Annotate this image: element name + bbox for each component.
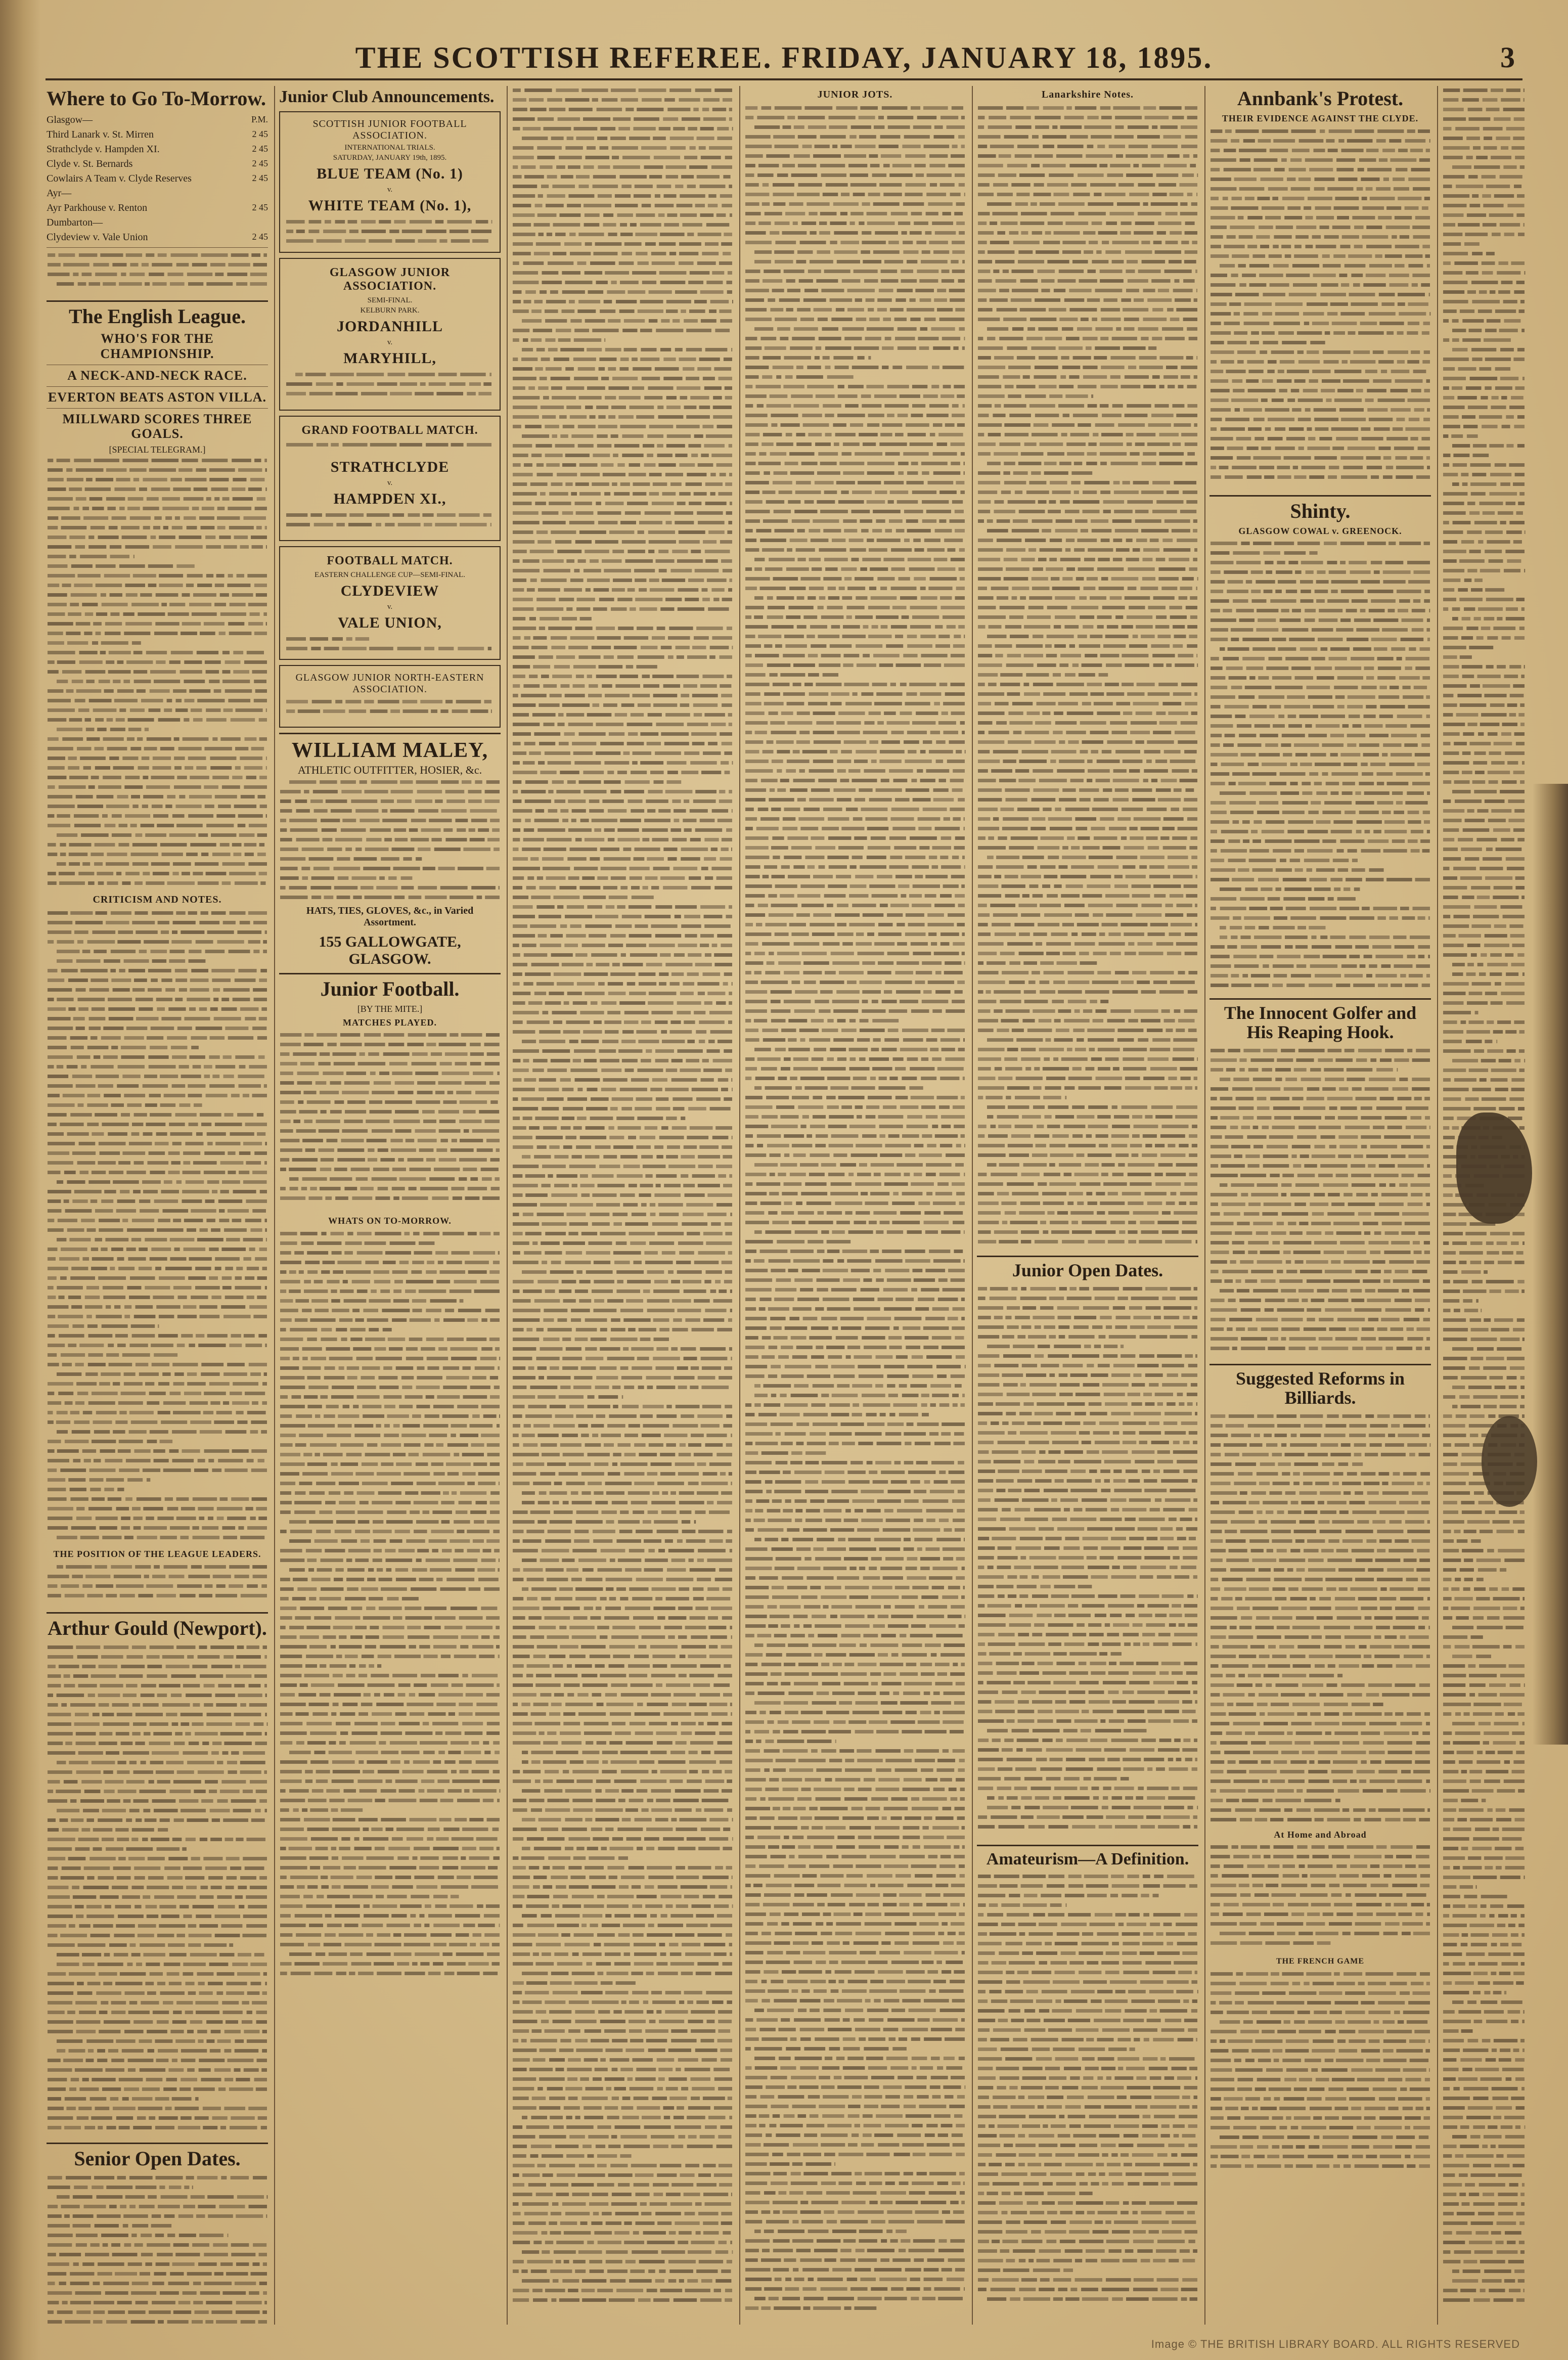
column-divider <box>274 86 275 2325</box>
section-heading: Annbank's Protest. <box>1237 87 1404 110</box>
fixture-match: Third Lanark v. St. Mirren <box>47 129 154 140</box>
article-body <box>47 909 268 1546</box>
fixture-time: 2 45 <box>252 144 268 154</box>
section-heading: Junior Club Announcements. <box>279 87 495 106</box>
versus: v. <box>387 478 393 487</box>
article-body <box>47 251 268 296</box>
sub-heading: At Home and Abroad <box>1274 1829 1367 1840</box>
fixture-row <box>47 201 268 215</box>
sub-heading: MILLWARD SCORES THREE GOALS. <box>62 411 252 441</box>
team-name: MARYHILL, <box>343 349 436 367</box>
fixture-match: Dumbarton— <box>47 217 103 228</box>
text-lines <box>977 1284 1198 1841</box>
column-divider <box>1204 86 1205 2325</box>
sub-heading: MATCHES PLAYED. <box>342 1017 437 1028</box>
announcement-box <box>279 416 501 541</box>
announcement-title: SCOTTISH JUNIOR FOOTBALL ASSOCIATION. <box>312 118 467 141</box>
sub-heading: THE FRENCH GAME <box>1276 1957 1365 1966</box>
sub-heading: CRITICISM AND NOTES. <box>93 894 222 906</box>
team-name: VALE UNION, <box>338 614 442 631</box>
section-heading: Lanarkshire Notes. <box>1041 89 1134 100</box>
masthead-title: THE SCOTTISH REFEREE. FRIDAY, JANUARY 18, 1895. <box>355 41 1213 74</box>
sub-heading: WHATS ON TO-MORROW. <box>328 1216 452 1226</box>
section-heading: Suggested Reforms in Billiards. <box>1236 1368 1405 1408</box>
article-body <box>47 2173 268 2325</box>
section-heading: Arthur Gould (Newport). <box>48 1617 267 1640</box>
team-name: JORDANHILL <box>336 318 443 335</box>
fixture-row <box>47 216 268 230</box>
text-lines <box>47 909 268 1546</box>
fixture-match: Ayr Parkhouse v. Renton <box>47 202 148 213</box>
sub-heading: GLASGOW COWAL v. GREENOCK. <box>1238 525 1402 536</box>
fixture-row <box>47 157 268 171</box>
sub-heading: A NECK-AND-NECK RACE. <box>67 368 247 383</box>
section-heading: The English League. <box>68 305 246 328</box>
text-lines <box>1209 539 1431 994</box>
fixture-match: Glasgow— <box>47 114 93 125</box>
article-body <box>47 456 268 891</box>
text-lines <box>47 456 268 891</box>
versus: v. <box>387 338 393 346</box>
announcement-title: GRAND FOOTBALL MATCH. <box>301 423 478 437</box>
text-lines <box>512 86 733 2311</box>
announcement-title: GLASGOW JUNIOR NORTH-EASTERN ASSOCIATION. <box>295 672 484 695</box>
fixture-match: Cowlairs A Team v. Clyde Reserves <box>47 173 192 184</box>
text-lines <box>1209 127 1431 491</box>
column-divider <box>1437 86 1438 2325</box>
fixture-row <box>47 128 268 142</box>
announcement-sub: SEMI-FINAL. <box>367 296 413 304</box>
page-number: 3 <box>1500 41 1515 74</box>
section-heading: Where to Go To-Morrow. <box>47 87 266 110</box>
text-lines <box>1209 1970 1431 2172</box>
announcement-sub: INTERNATIONAL TRIALS. <box>344 143 435 152</box>
masthead <box>48 35 1520 81</box>
sub-heading: THE POSITION OF THE LEAGUE LEADERS. <box>53 1549 261 1560</box>
column-5 <box>977 86 1198 2325</box>
text-lines <box>279 1229 501 1988</box>
announcement-date: SATURDAY, JANUARY 19th, 1895. <box>333 153 447 162</box>
team-name: STRATHCLYDE <box>330 458 450 475</box>
fixture-row <box>47 113 268 127</box>
text-lines <box>285 511 495 536</box>
fixture-time: 2 45 <box>252 202 268 212</box>
byline: [BY THE MITE.] <box>357 1003 423 1014</box>
text-lines <box>1209 1046 1431 1360</box>
section-heading: JUNIOR JOTS. <box>817 89 893 100</box>
torn-edge-shadow <box>1533 784 1568 1745</box>
team-name: HAMPDEN XI., <box>333 490 446 507</box>
section-heading: Senior Open Dates. <box>74 2147 241 2170</box>
team-name: WHITE TEAM (No. 1), <box>308 197 472 214</box>
column-6 <box>1209 86 1431 2325</box>
fixture-match: Strathclyde v. Hampden XI. <box>47 144 160 155</box>
team-name: CLYDEVIEW <box>340 582 439 599</box>
text-lines <box>47 2173 268 2325</box>
text-lines <box>744 104 966 2319</box>
versus: v. <box>387 602 393 611</box>
column-3 <box>512 86 733 2325</box>
byline: [SPECIAL TELEGRAM.] <box>109 444 206 455</box>
column-divider <box>507 86 508 2325</box>
column-divider <box>972 86 973 2325</box>
fixture-row <box>47 172 268 186</box>
text-lines <box>1442 86 1526 2311</box>
fixture-row <box>47 231 268 244</box>
column-divider <box>739 86 740 2325</box>
sub-heading: EVERTON BEATS ASTON VILLA. <box>48 389 267 405</box>
announcement-box <box>279 258 501 411</box>
text-lines <box>47 1643 268 2139</box>
versus: v. <box>387 185 393 194</box>
text-lines <box>977 104 1198 1252</box>
announcement-title: FOOTBALL MATCH. <box>327 554 453 567</box>
announcement-box <box>279 111 501 253</box>
fixture-time: 2 45 <box>252 173 268 183</box>
section-heading: Shinty. <box>1290 499 1351 522</box>
masthead-rule <box>46 78 1522 80</box>
team-name: BLUE TEAM (No. 1) <box>317 165 463 182</box>
column-2 <box>279 86 501 2325</box>
announcement-title: GLASGOW JUNIOR ASSOCIATION. <box>329 265 451 293</box>
image-credit: Image © THE BRITISH LIBRARY BOARD. ALL RIGHTS RESERVED <box>1151 2338 1520 2350</box>
announcement-venue: KELBURN PARK. <box>360 306 420 315</box>
section-heading: Junior Open Dates. <box>1012 1260 1163 1280</box>
text-lines <box>285 440 495 456</box>
league-table <box>47 1563 268 1608</box>
column-1 <box>47 86 268 2325</box>
text-lines <box>285 370 495 406</box>
fixture-time: 2 45 <box>252 158 268 168</box>
fixture-row <box>47 143 268 156</box>
text-lines <box>279 778 501 904</box>
text-lines <box>285 635 495 655</box>
section-heading: Amateurism—A Definition. <box>986 1849 1189 1868</box>
page-fold-shadow <box>0 0 40 2360</box>
fixtures-list <box>47 113 268 244</box>
text-lines <box>1209 1843 1431 1954</box>
advert-sub: ATHLETIC OUTFITTER, HOSIER, &c. <box>297 763 482 776</box>
fixture-time: 2 45 <box>252 129 268 139</box>
text-lines <box>285 217 495 248</box>
text-lines <box>47 1563 268 1608</box>
text-lines <box>1209 1412 1431 1827</box>
advert-line: HATS, TIES, GLOVES, &c., in Varied Assortment. <box>306 905 474 928</box>
column-4 <box>744 86 966 2325</box>
text-lines <box>977 1872 1198 2307</box>
announcement-box <box>279 546 501 660</box>
sub-heading: THEIR EVIDENCE AGAINST THE CLYDE. <box>1222 113 1419 123</box>
advert-name: WILLIAM MALEY, <box>291 738 488 762</box>
fixture-match: Ayr— <box>47 188 72 199</box>
section-heading: The Innocent Golfer and His Reaping Hook. <box>1224 1003 1417 1043</box>
fixture-match: Clydeview v. Vale Union <box>47 232 148 243</box>
section-heading: Junior Football. <box>320 977 460 1000</box>
column-7-cutoff <box>1442 86 1526 2325</box>
text-lines <box>279 1031 501 1213</box>
article-body <box>47 1643 268 2139</box>
sub-heading: WHO'S FOR THE CHAMPIONSHIP. <box>100 331 214 361</box>
advert-address: 155 GALLOWGATE, GLASGOW. <box>319 933 461 967</box>
announcement-box <box>279 665 501 728</box>
fixture-time: P.M. <box>251 114 268 124</box>
announcement-sub: EASTERN CHALLENGE CUP—SEMI-FINAL. <box>315 570 465 579</box>
fixture-row <box>47 187 268 200</box>
text-lines <box>47 251 268 296</box>
text-lines <box>285 697 495 723</box>
fixture-time: 2 45 <box>252 232 268 242</box>
fixture-match: Clyde v. St. Bernards <box>47 158 133 169</box>
